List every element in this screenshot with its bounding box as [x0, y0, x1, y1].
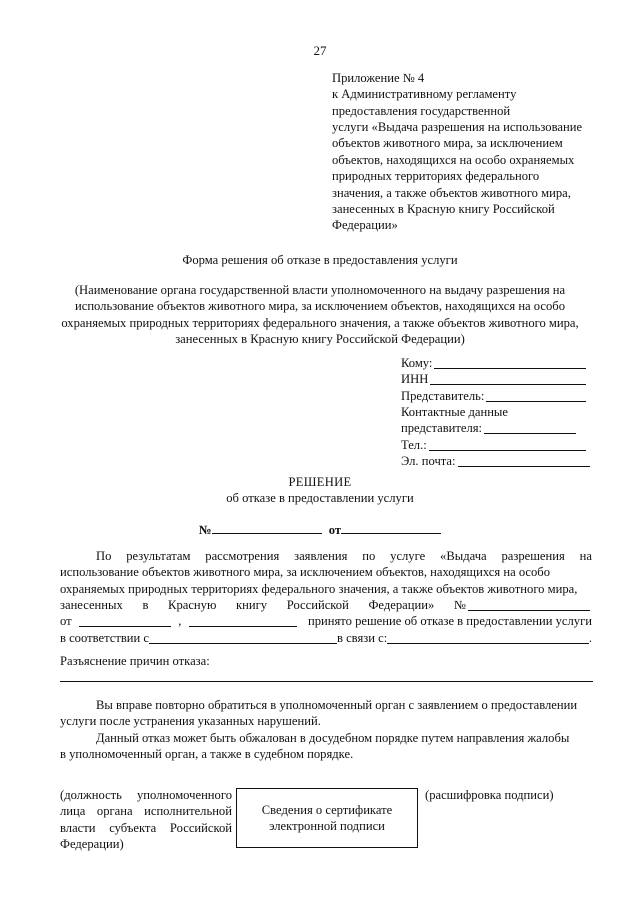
word: на — [579, 549, 592, 563]
accordance-field[interactable] — [149, 630, 337, 644]
refusal-text: принято решение об отказе в предоставлении услуги — [307, 614, 592, 629]
word: разрешения — [501, 549, 565, 563]
cert-line: Сведения о сертификате — [261, 802, 393, 817]
appendix-line: Федерации» — [332, 218, 398, 233]
word: по — [362, 549, 376, 563]
accordance-label: в соответствии с — [60, 630, 149, 645]
word: уполномоченного — [136, 788, 232, 802]
word: исполнительной — [144, 804, 232, 819]
appendix-line: объектов животного мира, за исключением — [332, 136, 563, 151]
signature-decode: (расшифровка подписи) — [425, 788, 554, 802]
reason-label: Разъяснение причин отказа: — [60, 654, 210, 668]
phone-label: Тел.: — [401, 437, 427, 452]
application-date-field[interactable] — [79, 613, 171, 627]
because-field[interactable] — [387, 630, 589, 644]
word: лица — [60, 804, 86, 819]
period: . — [588, 630, 592, 645]
inn-label: ИНН — [401, 372, 429, 387]
decision-number-line — [60, 521, 580, 538]
date-field[interactable] — [341, 521, 441, 534]
appendix-line: предоставления государственной — [332, 103, 511, 118]
appendix-line: к Административному регламенту — [332, 87, 517, 102]
number-label: № — [198, 523, 212, 537]
word: книгу — [236, 598, 268, 613]
position-line: Федерации) — [60, 837, 124, 852]
appendix-line: услуги «Выдача разрешения на использование — [332, 120, 583, 135]
appendix-line: природных территориях федерального — [332, 169, 540, 184]
appendix-line: значения, а также объектов животного мира, — [332, 185, 571, 200]
recipient-block — [401, 355, 586, 470]
word: органа — [96, 804, 133, 819]
word: По — [96, 549, 112, 563]
notice-line: Данный отказ может быть обжалован в досудебном порядке путем направления жалобы — [96, 730, 570, 745]
word: власти — [60, 820, 96, 835]
application-number-label: № — [453, 598, 466, 613]
email-label: Эл. почта: — [401, 454, 456, 469]
from-label: от — [60, 614, 72, 629]
email-field[interactable] — [458, 453, 590, 467]
inn-field[interactable] — [430, 371, 586, 385]
decision-body — [60, 548, 592, 646]
word: в — [142, 598, 149, 613]
org-line: занесенных в Красную книгу Российской Федерации) — [175, 332, 465, 347]
number-field[interactable] — [212, 521, 322, 534]
comma: , — [178, 614, 182, 629]
word: (должность — [60, 788, 122, 802]
decision-title: РЕШЕНИЕ — [288, 475, 352, 489]
to-field[interactable] — [434, 355, 586, 369]
org-line: (Наименование органа государственной власти уполномоченного на выдачу разрешения на — [74, 283, 566, 297]
to-label: Кому: — [401, 356, 433, 370]
certificate-box — [236, 788, 418, 848]
word: Российской — [286, 598, 349, 613]
notice-line: Вы вправе повторно обратиться в уполномоченный орган с заявлением о предоставлении — [96, 698, 578, 712]
word: результатам — [126, 549, 191, 563]
cert-line: электронной подписи — [269, 819, 385, 833]
word: Федерации» — [368, 598, 435, 613]
representative-field[interactable] — [486, 388, 586, 402]
signatory-position — [60, 787, 232, 852]
appendix-line: Приложение № 4 — [332, 71, 425, 85]
org-line: охраняемых природных территориях федерального значения, а также объектов животного мира, — [61, 315, 579, 330]
word: Красную — [168, 598, 217, 613]
notice-line: услуги после устранения указанных нарушений. — [60, 714, 321, 729]
word: рассмотрения — [205, 549, 280, 563]
appendix-line: объектов, находящихся на особо охраняемых — [332, 152, 575, 167]
application-id-field[interactable] — [189, 613, 297, 627]
org-name-placeholder — [60, 282, 580, 347]
word: занесенных — [60, 598, 123, 613]
notice-block — [60, 697, 592, 762]
notice-line: в уполномоченный орган, а также в судебном порядке. — [60, 747, 354, 762]
org-line: использование объектов животного мира, за исключением объектов, находящихся на особо — [74, 299, 566, 314]
application-number-field[interactable] — [468, 597, 590, 611]
word: Российской — [169, 820, 232, 835]
phone-field[interactable] — [429, 437, 586, 451]
word: «Выдача — [440, 549, 487, 563]
word: заявления — [294, 549, 348, 563]
because-label: в связи с: — [337, 630, 388, 645]
word: услуге — [390, 549, 426, 563]
contacts-label-2: представителя: — [401, 421, 483, 436]
body-line: использование объектов животного мира, за исключением объектов, находящихся на особо — [60, 565, 551, 580]
appendix-header — [332, 70, 592, 234]
contacts-label: Контактные данные — [401, 405, 508, 420]
form-title: Форма решения об отказе в предоставления услуги — [182, 253, 458, 267]
decision-subtitle: об отказе в предоставлении услуги — [226, 491, 414, 505]
body-line: охраняемых природных территориях федерального значения, а также объектов животного мира, — [60, 581, 578, 596]
date-label: от — [328, 523, 342, 537]
contacts-field[interactable] — [484, 420, 576, 434]
appendix-line: занесенных в Красную книгу Российской — [332, 201, 555, 216]
word: субъекта — [109, 820, 157, 835]
representative-label: Представитель: — [401, 388, 485, 403]
reason-field[interactable] — [60, 681, 593, 682]
page-number: 27 — [313, 43, 327, 58]
